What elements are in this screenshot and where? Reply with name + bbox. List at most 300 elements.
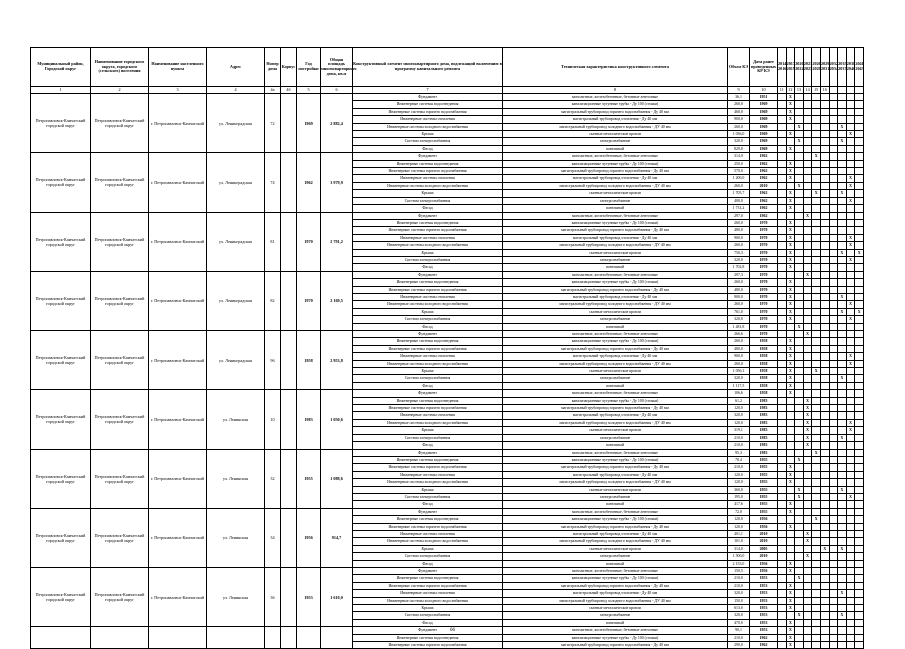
locality-cell: г. Петропавловск-Камчатский <box>149 508 207 567</box>
repair-date-cell: 1970 <box>750 271 778 278</box>
period-mark-cell <box>803 486 812 493</box>
period-mark-cell <box>829 523 838 530</box>
district-cell: Петропавловск-Камчатский городской округ <box>31 390 91 449</box>
area-cell: 2 169,5 <box>321 271 353 330</box>
period-mark-cell <box>846 516 855 523</box>
period-mark-cell <box>829 382 838 389</box>
repair-date-cell: 1970 <box>750 249 778 256</box>
element-cell: Инженерные системы горячего водоснабжения <box>353 464 503 471</box>
period-mark-cell <box>786 419 795 426</box>
period-mark-cell <box>795 212 804 219</box>
period-mark-cell <box>795 175 804 182</box>
repair-date-cell: 1969 <box>750 108 778 115</box>
period-mark-cell <box>812 479 821 486</box>
tech-cell: монолитные, железобетонные, бетонные ленточные <box>503 331 728 338</box>
period-mark-cell <box>778 390 787 397</box>
period-mark-cell <box>778 219 787 226</box>
period-mark-cell <box>855 271 864 278</box>
volume-cell: 1 705,7 <box>728 190 750 197</box>
period-mark-cell <box>838 271 847 278</box>
period-mark-cell <box>820 301 829 308</box>
period-mark-cell: X <box>838 138 847 145</box>
settlement-cell: Петропавловск-Камчатский городской округ <box>91 508 149 567</box>
element-cell: Инженерные системы холодного водоснабжения <box>353 538 503 545</box>
period-mark-cell <box>778 560 787 567</box>
period-mark-cell <box>795 249 804 256</box>
period-mark-cell: X <box>812 449 821 456</box>
period-mark-cell <box>846 249 855 256</box>
period-mark-cell <box>786 123 795 130</box>
tech-cell: канализационные чугунные трубы - Ду 100 (стояки) <box>503 338 728 345</box>
period-mark-cell <box>795 545 804 552</box>
repair-date-cell: 1951 <box>750 94 778 101</box>
period-mark-cell: X <box>838 308 847 315</box>
repair-date-cell: 1962 <box>750 642 778 649</box>
tech-cell: панельный <box>503 442 728 449</box>
period-mark-cell <box>820 242 829 249</box>
period-mark-cell <box>855 590 864 597</box>
tech-cell: магистральный трубопровод горячего водоснабжения - Ду 40 мм <box>503 582 728 589</box>
period-mark-cell <box>778 94 787 101</box>
settlement-cell: Петропавловск-Камчатский городской округ <box>91 212 149 271</box>
period-mark-cell <box>838 553 847 560</box>
repair-date-cell: 1956 <box>750 568 778 575</box>
period-mark-cell <box>786 397 795 404</box>
period-mark-cell <box>803 560 812 567</box>
column-number: 14 <box>803 87 812 94</box>
element-cell: Инженерные системы отопления <box>353 175 503 182</box>
period-mark-cell: X <box>838 375 847 382</box>
period-mark-cell <box>838 634 847 641</box>
period-mark-cell <box>812 175 821 182</box>
period-mark-cell <box>795 153 804 160</box>
locality-cell: г. Петропавловск-Камчатский <box>149 94 207 153</box>
volume-cell: 150,0 <box>728 597 750 604</box>
period-mark-cell <box>838 227 847 234</box>
period-mark-cell <box>855 227 864 234</box>
element-cell: Фундамент <box>353 568 503 575</box>
period-mark-cell <box>820 575 829 582</box>
repair-date-cell: 1962 <box>750 175 778 182</box>
building-cell <box>281 331 297 390</box>
period-mark-cell <box>786 493 795 500</box>
period-mark-cell: X <box>838 249 847 256</box>
volume-cell: 900,0 <box>728 116 750 123</box>
district-cell: Петропавловск-Камчатский городской округ <box>31 508 91 567</box>
period-mark-cell <box>846 619 855 626</box>
column-number: 16 <box>820 87 829 94</box>
element-cell: Инженерные системы горячего водоснабжения <box>353 405 503 412</box>
period-mark-cell <box>795 590 804 597</box>
element-cell: Инженерные системы водоотведения <box>353 101 503 108</box>
element-cell: Фундамент <box>353 271 503 278</box>
period-mark-cell: X <box>803 271 812 278</box>
column-header: 2038 2040 <box>846 48 855 87</box>
area-cell: 1 610,0 <box>321 568 353 627</box>
period-mark-cell <box>838 582 847 589</box>
period-mark-cell <box>820 405 829 412</box>
period-mark-cell <box>838 508 847 515</box>
volume-cell: 320,0 <box>728 316 750 323</box>
period-mark-cell <box>820 560 829 567</box>
period-mark-cell: X <box>803 553 812 560</box>
period-mark-cell <box>803 182 812 189</box>
house-number-cell: 81 <box>265 212 281 271</box>
tech-cell: монолитные, железобетонные, бетонные ленточные <box>503 94 728 101</box>
period-mark-cell <box>778 516 787 523</box>
period-mark-cell <box>838 345 847 352</box>
period-mark-cell <box>820 123 829 130</box>
tech-cell: скатные металлические кровли <box>503 545 728 552</box>
period-mark-cell <box>795 256 804 263</box>
period-mark-cell: X <box>786 308 795 315</box>
period-mark-cell: X <box>786 264 795 271</box>
repair-date-cell: 1983 <box>750 449 778 456</box>
period-mark-cell <box>838 338 847 345</box>
period-mark-cell <box>812 634 821 641</box>
period-mark-cell <box>812 419 821 426</box>
period-mark-cell: X <box>846 493 855 500</box>
repair-date-cell: 1958 <box>750 338 778 345</box>
tech-cell: электроснабжение <box>503 612 728 619</box>
year-cell: 1962 <box>297 153 321 212</box>
tech-cell: магистральный трубопровод горячего водоснабжения - Ду 40 мм <box>503 227 728 234</box>
column-number <box>829 87 838 94</box>
period-mark-cell <box>846 108 855 115</box>
element-cell: Система электроснабжения <box>353 434 503 441</box>
element-cell: Инженерные системы горячего водоснабжения <box>353 642 503 649</box>
period-mark-cell <box>829 94 838 101</box>
period-mark-cell <box>786 212 795 219</box>
period-mark-cell <box>846 412 855 419</box>
tech-cell: панельный <box>503 264 728 271</box>
period-mark-cell <box>829 168 838 175</box>
tech-cell: магистральный трубопровод горячего водоснабжения - Ду 40 мм <box>503 168 728 175</box>
period-mark-cell: X <box>795 182 804 189</box>
period-mark-cell <box>829 590 838 597</box>
period-mark-cell <box>846 530 855 537</box>
period-mark-cell: X <box>838 612 847 619</box>
period-mark-cell <box>838 264 847 271</box>
period-mark-cell <box>855 375 864 382</box>
period-mark-cell: X <box>846 234 855 241</box>
period-mark-cell: X <box>846 197 855 204</box>
settlement-cell: Петропавловск-Камчатский городской округ <box>91 153 149 212</box>
element-cell: Крыша <box>353 308 503 315</box>
period-mark-cell <box>812 501 821 508</box>
period-mark-cell <box>812 264 821 271</box>
period-mark-cell <box>846 323 855 330</box>
period-mark-cell <box>795 264 804 271</box>
period-mark-cell <box>786 456 795 463</box>
element-cell: Система электроснабжения <box>353 375 503 382</box>
table-row <box>31 212 864 219</box>
locality-cell: г. Петропавловск-Камчатский <box>149 271 207 330</box>
volume-cell: 613,0 <box>728 605 750 612</box>
repair-date-cell: 1962 <box>750 153 778 160</box>
repair-date-cell: 1983 <box>750 434 778 441</box>
repair-date-cell: 1958 <box>750 390 778 397</box>
tech-cell: панельный <box>503 323 728 330</box>
element-cell: Инженерные системы водоотведения <box>353 397 503 404</box>
tech-cell: монолитные, железобетонные, бетонные ленточные <box>503 508 728 515</box>
period-mark-cell <box>795 375 804 382</box>
year-cell: 1958 <box>297 331 321 390</box>
period-mark-cell <box>855 427 864 434</box>
period-mark-cell <box>846 264 855 271</box>
period-mark-cell <box>846 553 855 560</box>
period-mark-cell <box>786 442 795 449</box>
period-mark-cell <box>795 286 804 293</box>
period-mark-cell <box>855 390 864 397</box>
period-mark-cell: X <box>803 427 812 434</box>
period-mark-cell <box>795 419 804 426</box>
period-mark-cell <box>846 605 855 612</box>
period-mark-cell <box>838 597 847 604</box>
period-mark-cell <box>820 212 829 219</box>
column-header: 2032 2034 <box>829 48 838 87</box>
period-mark-cell: X <box>812 190 821 197</box>
period-mark-cell <box>778 605 787 612</box>
period-mark-cell: X <box>846 182 855 189</box>
repair-date-cell: 1958 <box>750 368 778 375</box>
period-mark-cell <box>829 338 838 345</box>
locality-cell: г. Петропавловск-Камчатский <box>149 153 207 212</box>
period-mark-cell: X <box>786 145 795 152</box>
period-mark-cell: X <box>786 464 795 471</box>
period-mark-cell <box>829 427 838 434</box>
repair-date-cell: 1955 <box>750 508 778 515</box>
element-cell: Фасад <box>353 145 503 152</box>
element-cell: Крыша <box>353 605 503 612</box>
period-mark-cell <box>820 108 829 115</box>
period-mark-cell: X <box>786 175 795 182</box>
period-mark-cell <box>795 331 804 338</box>
building-cell <box>281 212 297 271</box>
period-mark-cell <box>838 131 847 138</box>
period-mark-cell <box>838 160 847 167</box>
repair-date-cell: 1962 <box>750 212 778 219</box>
repair-date-cell: 1970 <box>750 293 778 300</box>
period-mark-cell <box>846 456 855 463</box>
volume-cell: 101,0 <box>728 538 750 545</box>
period-mark-cell <box>778 382 787 389</box>
period-mark-cell <box>820 205 829 212</box>
district-cell: Петропавловск-Камчатский городской округ <box>31 153 91 212</box>
element-cell: Инженерные системы горячего водоснабжения <box>353 582 503 589</box>
period-mark-cell <box>838 530 847 537</box>
column-number-row <box>31 87 864 94</box>
tech-cell: монолитные, железобетонные, бетонные ленточные <box>503 627 728 634</box>
period-mark-cell <box>838 301 847 308</box>
period-mark-cell <box>803 323 812 330</box>
period-mark-cell <box>820 375 829 382</box>
volume-cell: 72,0 <box>728 508 750 515</box>
period-mark-cell <box>829 205 838 212</box>
column-number: 6 <box>321 87 353 94</box>
period-mark-cell <box>829 345 838 352</box>
period-mark-cell: X <box>786 190 795 197</box>
repair-date-cell: 1962 <box>750 190 778 197</box>
period-mark-cell <box>803 175 812 182</box>
period-mark-cell: X <box>786 94 795 101</box>
period-mark-cell: X <box>838 590 847 597</box>
address-cell: ул. Ленинградская <box>207 94 265 153</box>
period-mark-cell <box>803 582 812 589</box>
period-mark-cell: X <box>786 360 795 367</box>
tech-cell: электроснабжение <box>503 197 728 204</box>
repair-date-cell: 1970 <box>750 331 778 338</box>
period-mark-cell <box>812 553 821 560</box>
period-mark-cell <box>855 323 864 330</box>
settlement-cell: Петропавловск-Камчатский городской округ <box>91 449 149 508</box>
period-mark-cell <box>803 205 812 212</box>
period-mark-cell <box>786 575 795 582</box>
period-mark-cell: X <box>795 123 804 130</box>
period-mark-cell: X <box>786 108 795 115</box>
column-header: 2035 2037 <box>838 48 847 87</box>
tech-cell: канализационные чугунные трубы - Ду 100 (стояки) <box>503 634 728 641</box>
tech-cell: магистральный трубопровод холодного водоснабжения - ДУ 40 мм <box>503 360 728 367</box>
period-mark-cell <box>829 360 838 367</box>
period-mark-cell <box>829 293 838 300</box>
period-mark-cell <box>795 160 804 167</box>
period-mark-cell <box>778 212 787 219</box>
period-mark-cell <box>829 368 838 375</box>
address-cell: ул. Ленинская <box>207 449 265 508</box>
district-cell: Петропавловск-Камчатский городской округ <box>31 94 91 153</box>
period-mark-cell <box>855 560 864 567</box>
period-mark-cell <box>803 619 812 626</box>
repair-date-cell: 2010 <box>750 538 778 545</box>
repair-date-cell: 1955 <box>750 486 778 493</box>
volume-cell: 1 056,1 <box>728 368 750 375</box>
element-cell: Система электроснабжения <box>353 197 503 204</box>
period-mark-cell: X <box>786 590 795 597</box>
period-mark-cell <box>829 464 838 471</box>
tech-cell: канализационные чугунные трубы - Ду 100 (стояки) <box>503 160 728 167</box>
repair-date-cell: 1955 <box>750 471 778 478</box>
repair-date-cell: 1983 <box>750 405 778 412</box>
tech-cell: магистральный трубопровод отопления - Ду 40 мм <box>503 234 728 241</box>
repair-date-cell: 1983 <box>750 412 778 419</box>
repair-date-cell: 1983 <box>750 397 778 404</box>
period-mark-cell <box>778 331 787 338</box>
table-row <box>31 390 864 397</box>
period-mark-cell <box>803 123 812 130</box>
period-mark-cell <box>803 516 812 523</box>
period-mark-cell <box>838 501 847 508</box>
period-mark-cell <box>855 212 864 219</box>
period-mark-cell <box>846 642 855 649</box>
volume-cell: 1 200,0 <box>728 175 750 182</box>
building-group <box>31 212 864 271</box>
period-mark-cell <box>812 390 821 397</box>
period-mark-cell <box>803 160 812 167</box>
period-mark-cell <box>803 464 812 471</box>
period-mark-cell <box>803 493 812 500</box>
period-mark-cell <box>778 145 787 152</box>
repair-date-cell: 1958 <box>750 375 778 382</box>
period-mark-cell <box>812 530 821 537</box>
tech-cell: панельный <box>503 382 728 389</box>
period-mark-cell <box>829 219 838 226</box>
period-mark-cell <box>812 434 821 441</box>
volume-cell: 750,3 <box>728 249 750 256</box>
period-mark-cell <box>803 249 812 256</box>
volume-cell: 320,0 <box>728 590 750 597</box>
tech-cell: магистральный трубопровод холодного водоснабжения - ДУ 40 мм <box>503 123 728 130</box>
period-mark-cell <box>855 516 864 523</box>
table-row <box>31 449 864 456</box>
address-cell: ул. Ленинская <box>207 390 265 449</box>
period-mark-cell <box>829 197 838 204</box>
period-mark-cell <box>778 242 787 249</box>
period-mark-cell <box>795 449 804 456</box>
period-mark-cell <box>812 271 821 278</box>
period-mark-cell <box>820 605 829 612</box>
period-mark-cell <box>778 175 787 182</box>
period-mark-cell <box>829 242 838 249</box>
column-number: 9 <box>728 87 750 94</box>
period-mark-cell <box>820 101 829 108</box>
volume-cell: 78,4 <box>728 456 750 463</box>
element-cell: Инженерные системы горячего водоснабжения <box>353 523 503 530</box>
volume-cell: 210,0 <box>728 575 750 582</box>
column-number: 4а <box>265 87 281 94</box>
tech-cell: монолитные, железобетонные, бетонные ленточные <box>503 568 728 575</box>
period-mark-cell <box>855 242 864 249</box>
tech-cell: электроснабжение <box>503 375 728 382</box>
period-mark-cell <box>820 538 829 545</box>
volume-cell: 900,0 <box>728 234 750 241</box>
period-mark-cell <box>820 419 829 426</box>
volume-cell: 1 731,2 <box>728 205 750 212</box>
element-cell: Инженерные системы отопления <box>353 530 503 537</box>
period-mark-cell <box>778 427 787 434</box>
period-mark-cell <box>829 412 838 419</box>
repair-date-cell: 1955 <box>750 501 778 508</box>
period-mark-cell <box>820 264 829 271</box>
column-header: Объем КЭ <box>728 48 750 87</box>
period-mark-cell <box>838 323 847 330</box>
period-mark-cell <box>838 331 847 338</box>
period-mark-cell <box>846 634 855 641</box>
period-mark-cell <box>820 293 829 300</box>
period-mark-cell <box>778 493 787 500</box>
period-mark-cell <box>778 501 787 508</box>
period-mark-cell <box>855 553 864 560</box>
period-mark-cell <box>795 219 804 226</box>
period-mark-cell <box>855 331 864 338</box>
settlement-cell: Петропавловск-Камчатский городской округ <box>91 94 149 153</box>
page-number: 66 <box>450 628 455 633</box>
period-mark-cell <box>803 575 812 582</box>
period-mark-cell <box>829 116 838 123</box>
period-mark-cell <box>829 316 838 323</box>
volume-cell: 360,0 <box>728 486 750 493</box>
period-mark-cell <box>803 197 812 204</box>
period-mark-cell <box>855 493 864 500</box>
period-mark-cell <box>778 205 787 212</box>
volume-cell: 570,0 <box>728 168 750 175</box>
year-cell: 1983 <box>297 390 321 449</box>
period-mark-cell <box>812 212 821 219</box>
element-cell: Крыша <box>353 249 503 256</box>
period-mark-cell <box>855 419 864 426</box>
tech-cell: магистральный трубопровод холодного водоснабжения - ДУ 40 мм <box>503 419 728 426</box>
period-mark-cell <box>820 382 829 389</box>
